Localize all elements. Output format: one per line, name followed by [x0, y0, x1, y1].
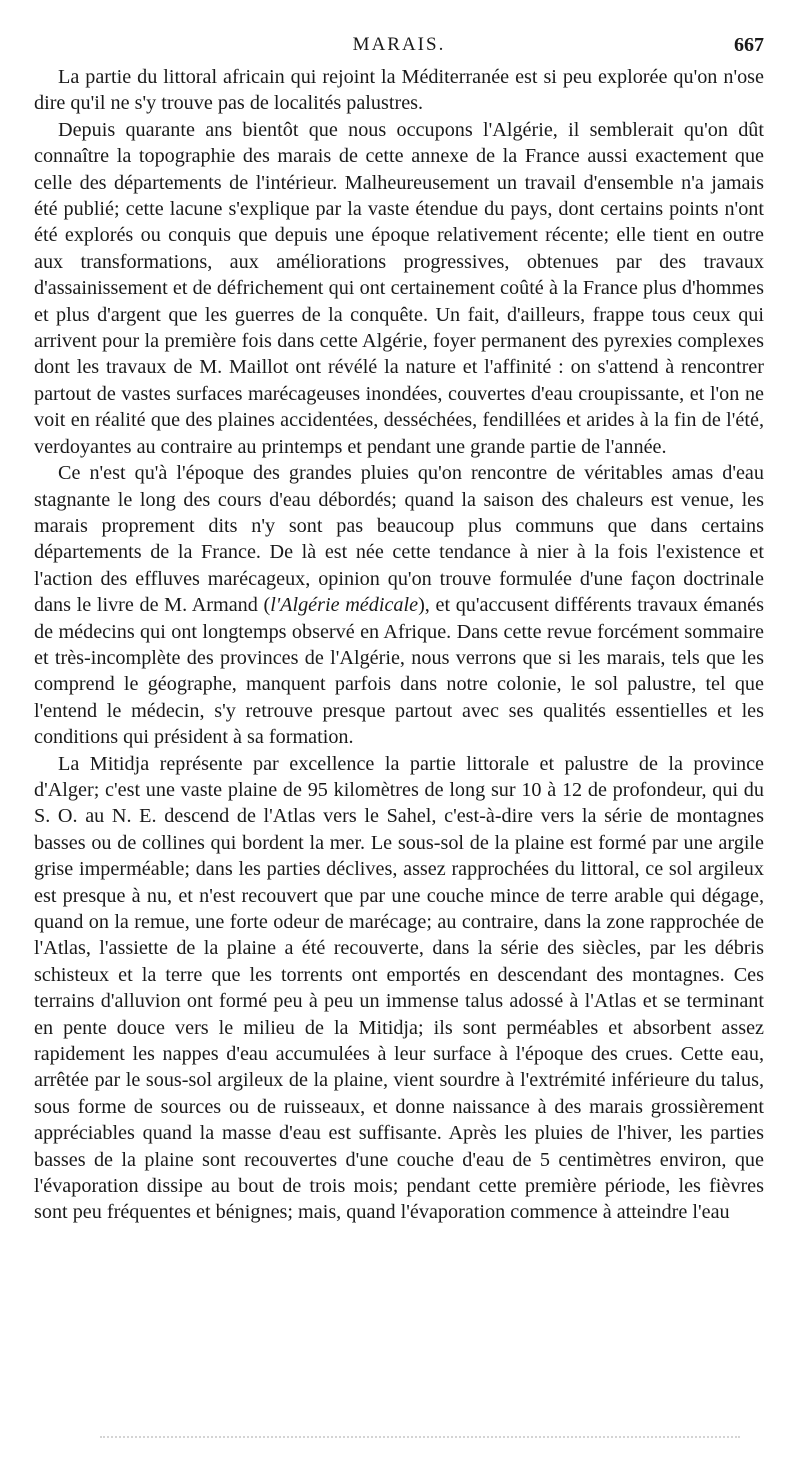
- paragraph-text-after: ), et qu'accusent différents travaux émanés de médecins qui ont longtemps observé en Afrique. Dans cette revue forcément sommaire et très-incomplète des provinces de l'Algérie, nous verrons que si les marais, tels que les comprend le géographe, manquent parfois dans notre colonie, le sol palustre, tel que l'entend le médecin, s'y retrouve presque partout avec ses qualités essentielles et les conditions qui président à sa formation.: [34, 594, 764, 749]
- bottom-bleed-marks: [100, 1436, 740, 1444]
- book-title-italic: l'Algérie médicale: [270, 594, 419, 617]
- paragraph-rainy-season: [34, 460, 764, 750]
- running-title: MARAIS.: [352, 34, 446, 55]
- paragraph-topography: Depuis quarante ans bientôt que nous occupons l'Algérie, il semblerait qu'on dût connaître la topographie des marais de cette annexe de la France aussi exactement que celle des départements de l'intérieur. Malheureusement un travail d'ensemble n'a jamais été publié; cette lacune s'explique par la vaste étendue du pays, dont certains points n'ont été explorés ou conquis que depuis une époque relativement récente; elle tient en outre aux transformations, aux améliorations progressives, obtenues par des travaux d'assainissement et de défrichement qui ont certainement coûté à la France plus d'hommes et plus d'argent que les guerres de la conquête. Un fait, d'ailleurs, frappe tous ceux qui arrivent pour la première fois dans cette Algérie, foyer permanent des pyrexies complexes dont les travaux de M. Maillot ont révélé la nature et l'affinité : on s'attend à rencontrer partout de vastes surfaces marécageuses inondées, couvertes d'eau croupissante, et l'on ne voit en réalité que des plaines accidentées, desséchées, fendillées et arides à la fin de l'été, verdoyantes au contraire au printemps et pendant une grande partie de l'année.: [34, 118, 764, 458]
- body-text: [34, 64, 764, 1226]
- paragraph-mitidja: La Mitidja représente par excellence la partie littorale et palustre de la province d'Alger; c'est une vaste plaine de 95 kilomètres de long sur 10 à 12 de profondeur, qui du S. O. au N. E. descend de l'Atlas vers le Sahel, c'est-à-dire vers la série de montagnes basses ou de collines qui bordent la mer. Le sous-sol de la plaine est formé par une argile grise imperméable; dans les parties déclives, assez rapprochées du littoral, ce sol argileux est presque à nu, et n'est recouvert que par une couche mince de terre arable qui dégage, quand on la remue, une forte odeur de marécage; au contraire, dans la zone rapprochée de l'Atlas, l'assiette de la plaine a été recouverte, dans la série des siècles, par les débris schisteux et la terre que les torrents ont emportés en descendant des montagnes. Ces terrains d'alluvion ont formé peu à peu un immense talus adossé à l'Atlas et se terminant en pente douce vers le milieu de la Mitidja; ils sont perméables et absorbent assez rapidement les nappes d'eau accumulées à leur surface à l'époque des crues. Cette eau, arrêtée par le sous-sol argileux de la plaine, vient sourdre à l'extrémité inférieure du talus, sous forme de sources ou de ruisseaux, et donne naissance à des marais grossièrement appréciables quand la masse d'eau est suffisante. Après les pluies de l'hiver, les parties basses de la plaine sont recouvertes d'une couche d'eau de 5 centimètres environ, que l'évaporation dissipe au bout de trois mois; pendant cette première période, les fièvres sont peu fréquentes et bénignes; mais, quand l'évaporation commence à atteindre l'eau: [34, 752, 764, 1224]
- paragraph-intro: La partie du littoral africain qui rejoint la Méditerranée est si peu explorée qu'on n'ose dire qu'il ne s'y trouve pas de localités palustres.: [34, 66, 764, 115]
- running-header: [34, 34, 764, 60]
- page-number: 667: [734, 34, 764, 56]
- paragraph-text-before: Ce n'est qu'à l'époque des grandes pluies qu'on rencontre de véritables amas d'eau stagnante le long des cours d'eau débordés; quand la saison des chaleurs est venue, les marais proprement dits n'y sont pas beaucoup plus communs que dans certains départements de la France. De là est née cette tendance à nier à la fois l'existence et l'action des effluves marécageux, opinion qu'on trouve formulée d'une façon doctrinale dans le livre de M. Armand (: [34, 462, 764, 617]
